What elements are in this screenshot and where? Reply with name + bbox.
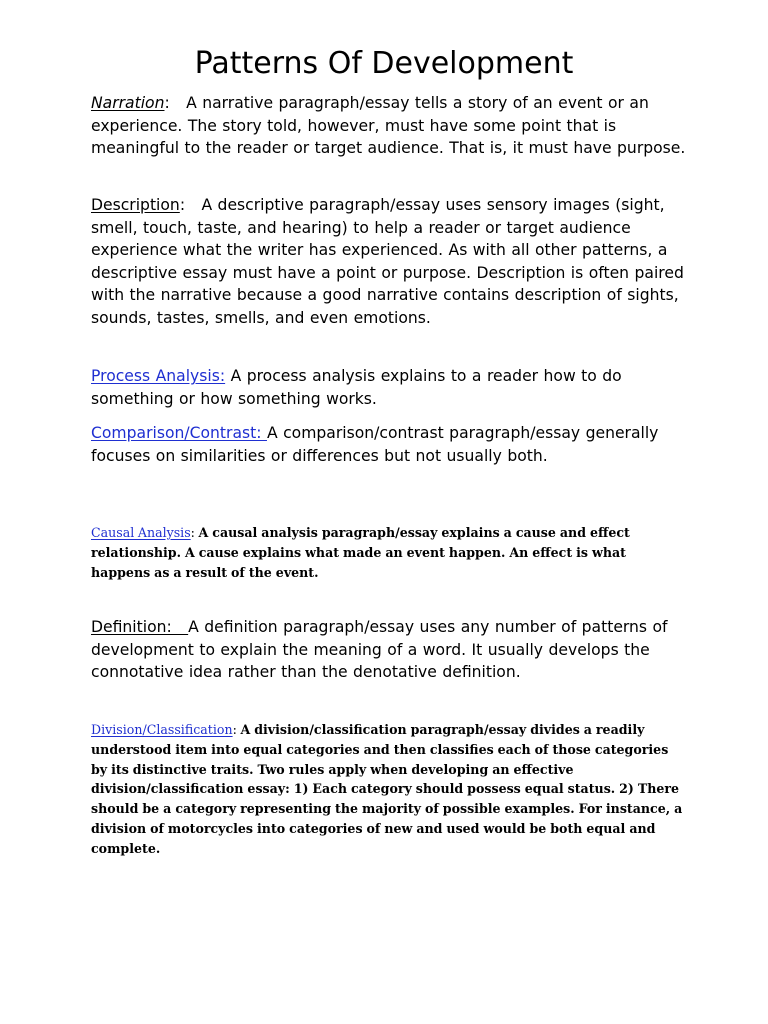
division-classification-paragraph [91,720,687,859]
causal-analysis-link[interactable]: Causal Analysis [91,525,191,540]
description-separator: : [179,196,202,214]
causal-analysis-separator: : [190,525,199,540]
narration-term: Narration [91,94,165,112]
process-analysis-body: A process analysis explains to a reader how to do something or how something works. [91,367,622,408]
narration-paragraph [91,92,691,160]
description-paragraph [91,194,691,329]
narration-body: A narrative paragraph/essay tells a story of an event or an experience. The story told, however, must have some point that is meaningful to the reader or target audience. That is, it must have purpose. [91,94,686,157]
definition-paragraph [91,616,691,684]
definition-body: A definition paragraph/essay uses any number of patterns of development to explain the meaning of a word. It usually develops the connotative idea rather than the denotative definition. [91,618,668,681]
comparison-contrast-body: A comparison/contrast paragraph/essay generally focuses on similarities or differences but not usually both. [91,424,659,465]
causal-analysis-paragraph [91,523,687,582]
causal-analysis-body: A causal analysis paragraph/essay explains a cause and effect relationship. A cause explains what made an event happen. An effect is what happens as a result of the event. [91,525,630,580]
page-title: Patterns Of Development [194,46,574,81]
division-classification-separator: : [232,722,241,737]
comparison-contrast-link[interactable]: Comparison/Contrast: [91,424,267,442]
process-analysis-link[interactable]: Process Analysis: [91,367,226,385]
process-analysis-paragraph [91,365,691,410]
description-term: Description [91,196,180,214]
comparison-contrast-paragraph [91,422,691,467]
division-classification-link[interactable]: Division/Classification [91,722,233,737]
division-classification-body: A division/classification paragraph/essay divides a readily understood item into equal categories and then classifies each of those categories by its distinctive traits. Two rules apply when developing an effective division/classification essay: 1) Each category should possess equal status. 2) There should be a category representing the majority of possible examples. For instance, a division of motorcycles into categories of new and used would be both equal and complete. [91,722,683,856]
narration-separator: : [164,94,187,112]
definition-term: Definition: [91,618,189,636]
description-body: A descriptive paragraph/essay uses sensory images (sight, smell, touch, taste, and hearing) to help a reader or target audience experience what the writer has experienced. As with all other patterns, a descriptive essay must have a point or purpose. Description is often paired with the narrative because a good narrative contains description of sights, sounds, tastes, smells, and even emotions. [91,196,684,327]
